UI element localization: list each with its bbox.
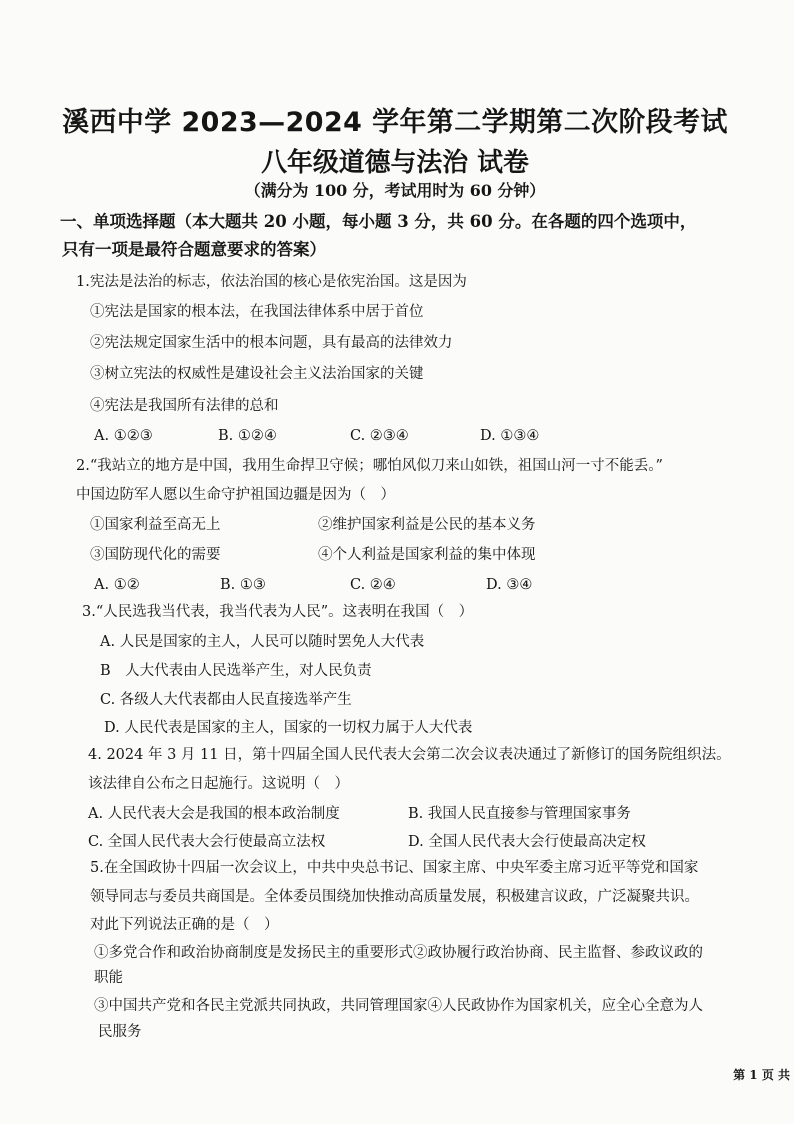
question-5-item-2-line1: ③中国共产党和各民主党派共同执政，共同管理国家④人民政协作为国家机关，应全心全意为人 (94, 998, 703, 1014)
section-heading-line1: 一、单项选择题（本大题共 20 小题，每小题 3 分，共 60 分。在各题的四个选项中， (60, 212, 697, 231)
question-1-item-2: ②宪法规定国家生活中的根本问题，具有最高的法律效力 (90, 335, 453, 351)
question-3-option-a: A. 人民是国家的主人，人民可以随时罢免人大代表 (100, 634, 425, 650)
question-4-option-d: D. 全国人民代表大会行使最高决定权 (408, 834, 646, 850)
question-2-item-1: ①国家利益至高无上 (90, 517, 221, 533)
question-1-option-d: D. ①③④ (480, 428, 540, 444)
question-5-stem-line1: 5.在全国政协十四届一次会议上，中共中央总书记、国家主席、中央军委主席习近平等党和国家 (90, 860, 699, 876)
question-5-stem-line2: 领导同志与委员共商国是。全体委员围绕加快推动高质量发展，积极建言议政，广泛凝聚共识。 (90, 889, 699, 905)
question-2-item-2: ②维护国家利益是公民的基本义务 (318, 517, 536, 533)
question-4-stem-line2: 该法律自公布之日起施行。这说明（ ） (88, 776, 349, 792)
question-1-option-b: B. ①②④ (218, 428, 277, 444)
exam-note: （满分为 100 分，考试用时为 60 分钟） (244, 181, 546, 200)
question-4-option-c: C. 全国人民代表大会行使最高立法权 (88, 834, 326, 850)
question-1-stem: 1.宪法是法治的标志，依法治国的核心是依宪治国。这是因为 (76, 274, 467, 290)
exam-subtitle: 八年级道德与法治 试卷 (261, 148, 529, 178)
question-1-option-a: A. ①②③ (94, 428, 153, 444)
question-2-option-a: A. ①② (94, 577, 140, 593)
question-2-item-3: ③国防现代化的需要 (90, 547, 221, 563)
question-3-option-c: C. 各级人大代表都由人民直接选举产生 (100, 692, 352, 708)
question-1-item-4: ④宪法是我国所有法律的总和 (90, 398, 279, 414)
question-5-stem-line3: 对此下列说法正确的是（ ） (90, 917, 279, 933)
question-4-option-b: B. 我国人民直接参与管理国家事务 (408, 806, 631, 822)
question-4-option-a: A. 人民代表大会是我国的根本政治制度 (88, 806, 340, 822)
question-2-option-d: D. ③④ (486, 577, 533, 593)
question-1-item-1: ①宪法是国家的根本法，在我国法律体系中居于首位 (90, 304, 424, 320)
question-2-stem-line2: 中国边防军人愿以生命守护祖国边疆是因为（ ） (76, 487, 395, 503)
question-2-item-4: ④个人利益是国家利益的集中体现 (318, 547, 536, 563)
question-1-option-c: C. ②③④ (350, 428, 409, 444)
question-2-option-c: C. ②④ (350, 577, 396, 593)
question-5-item-1-line2: 职能 (94, 970, 123, 986)
question-5-item-1-line1: ①多党合作和政治协商制度是发扬民主的重要形式②政协履行政治协商、民主监督、参政议政的 (94, 945, 703, 961)
question-3-option-d: D. 人民代表是国家的主人，国家的一切权力属于人大代表 (104, 720, 473, 736)
question-1-item-3: ③树立宪法的权威性是建设社会主义法治国家的关键 (90, 366, 424, 382)
section-heading-line2: 只有一项是最符合题意要求的答案） (62, 240, 326, 259)
question-2-stem-line1: 2.“我站立的地方是中国，我用生命捍卫守候；哪怕风似刀来山如铁，祖国山河一寸不能丢。” (76, 458, 663, 474)
page-number: 第 1 页 共 (733, 1068, 790, 1082)
question-5-item-2-line2: 民服务 (98, 1024, 142, 1040)
exam-title: 溪西中学 2023—2024 学年第二学期第二次阶段考试 (62, 107, 728, 138)
question-3-stem: 3.“人民选我当代表，我当代表为人民”。这表明在我国（ ） (82, 604, 474, 620)
question-2-option-b: B. ①③ (220, 577, 266, 593)
question-3-option-b: B 人大代表由人民选举产生，对人民负责 (100, 663, 372, 679)
question-4-stem-line1: 4. 2024 年 3 月 11 日，第十四届全国人民代表大会第二次会议表决通过了新修订的国务院组织法。 (88, 747, 731, 763)
